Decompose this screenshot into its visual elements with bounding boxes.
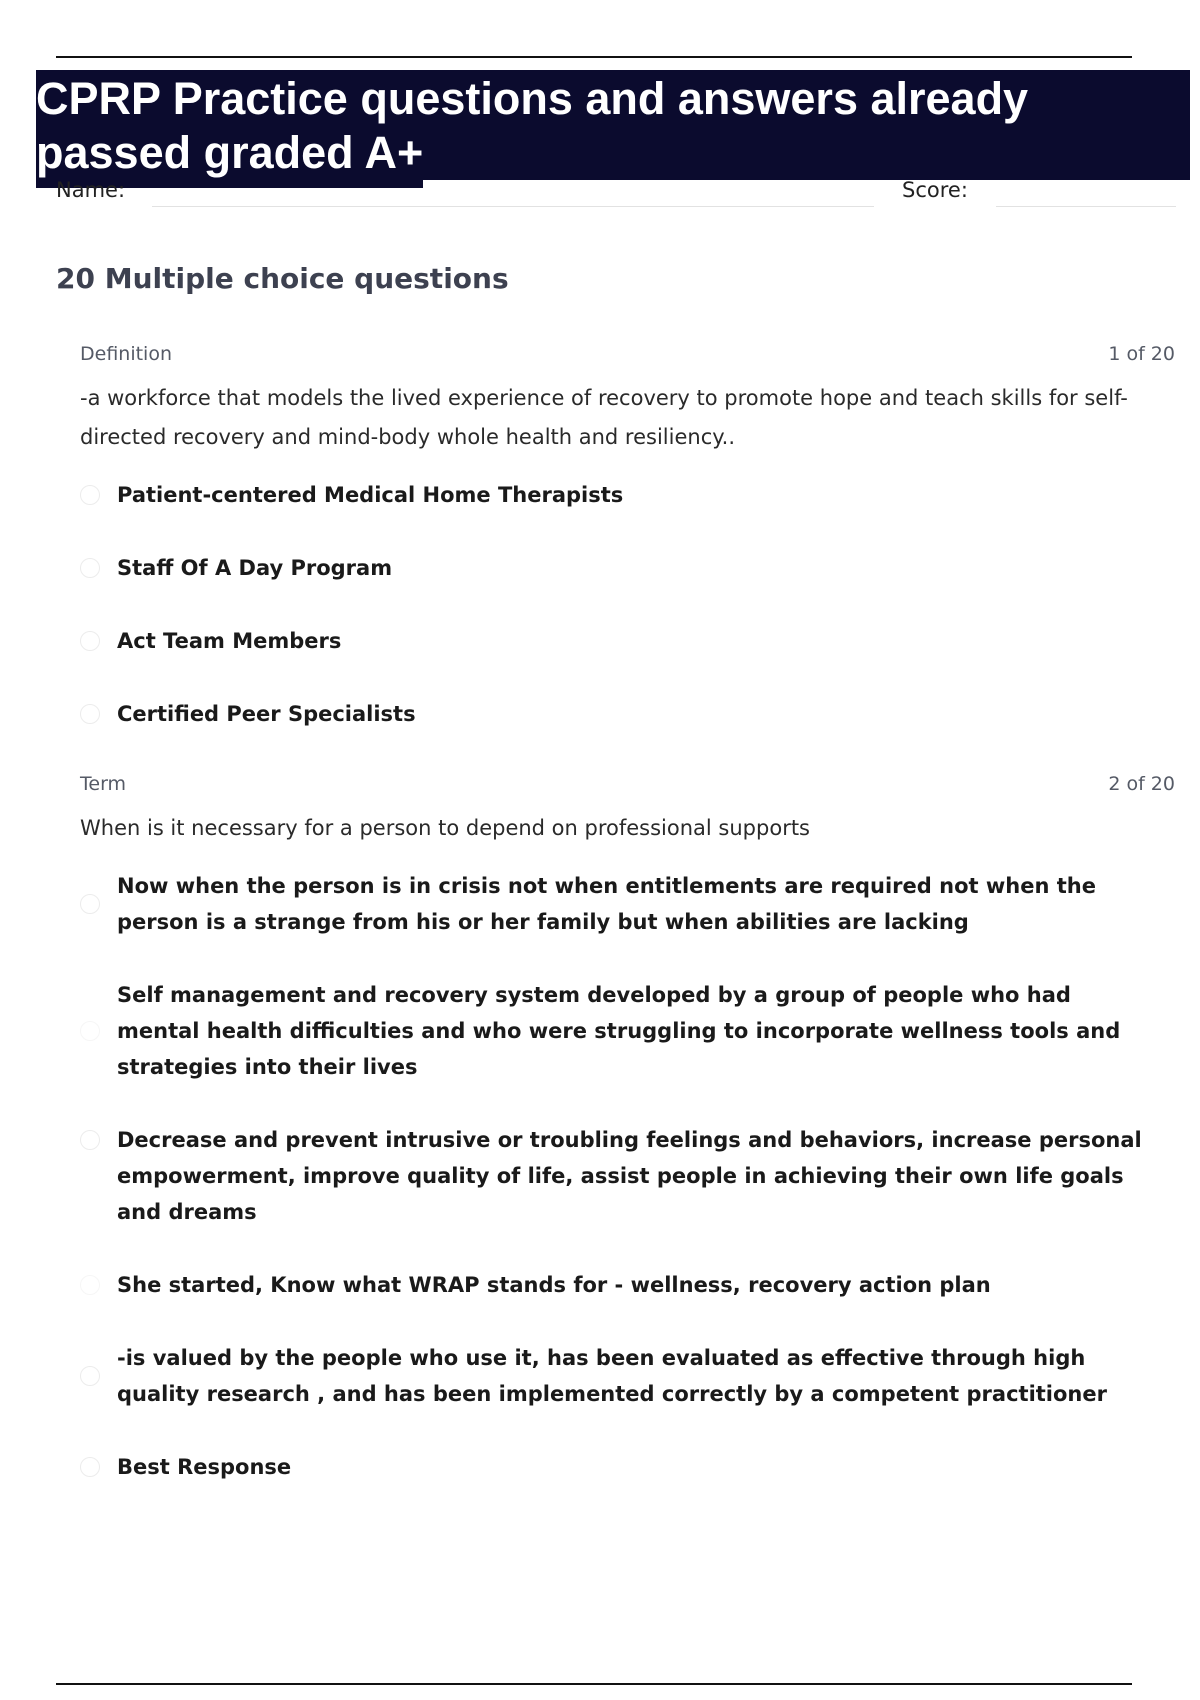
bottom-rule [56,1683,1132,1685]
radio-button-icon[interactable] [80,558,100,578]
section-title: 20 Multiple choice questions [56,262,509,295]
answer-option-label: She started, Know what WRAP stands for - wellness, recovery action plan [117,1273,991,1297]
radio-button-icon[interactable] [80,704,100,724]
document-title-line-1: CPRP Practice questions and answers already [36,73,1029,124]
answer-option-label: Decrease and prevent intrusive or troubling feelings and behaviors, increase personal empowerment, improve quality of life, assist people in achieving their own life goals and dreams [117,1128,1142,1224]
document-title-banner [36,70,1190,180]
document-title-line-2: passed graded A+ [36,126,423,188]
answer-option[interactable] [80,977,1152,1085]
answer-option[interactable] [80,1449,1152,1485]
answer-option[interactable] [80,623,1152,659]
score-label: Score: [902,178,968,202]
question-2 [80,773,1175,1485]
answer-option[interactable] [80,1267,1152,1303]
top-rule [56,56,1132,58]
answer-option-label: Best Response [117,1455,292,1479]
answer-option-label: Act Team Members [117,629,342,653]
radio-button-icon[interactable] [80,1366,100,1386]
question-type: Term [80,773,127,795]
answer-option[interactable] [80,550,1152,586]
question-prompt: -a workforce that models the lived experience of recovery to promote hope and teach skills for self-directed recovery and mind-body whole health and resiliency.. [80,386,1128,449]
question-header [80,343,1175,371]
answer-options [80,868,1175,1485]
answer-option-label: Staff Of A Day Program [117,556,393,580]
question-header [80,773,1175,801]
radio-button-icon[interactable] [80,1130,100,1150]
answer-option-label: -is valued by the people who use it, has been evaluated as effective through high quality research , and has been implemented correctly by a competent practitioner [117,1346,1107,1406]
answer-option[interactable] [80,1122,1152,1230]
radio-button-icon[interactable] [80,631,100,651]
name-score-row [56,174,1176,210]
name-field[interactable] [152,206,874,207]
question-1 [80,343,1175,732]
radio-button-icon[interactable] [80,1275,100,1295]
score-field[interactable] [996,206,1176,207]
radio-button-icon[interactable] [80,485,100,505]
radio-button-icon[interactable] [80,1021,100,1041]
radio-button-icon[interactable] [80,1457,100,1477]
answer-option-label: Patient-centered Medical Home Therapists [117,483,624,507]
question-prompt: When is it necessary for a person to depend on professional supports [80,816,810,840]
answer-option[interactable] [80,868,1152,940]
question-type: Definition [80,343,173,365]
answer-option-label: Now when the person is in crisis not when entitlements are required not when the person is a strange from his or her family but when abilities are lacking [117,874,1096,934]
question-counter: 1 of 20 [1108,343,1175,365]
answer-option[interactable] [80,477,1152,513]
question-counter: 2 of 20 [1108,773,1175,795]
radio-button-icon[interactable] [80,894,100,914]
answer-option-label: Self management and recovery system developed by a group of people who had mental health difficulties and who were struggling to incorporate wellness tools and strategies into their lives [117,983,1121,1079]
answer-option-label: Certified Peer Specialists [117,702,416,726]
answer-option[interactable] [80,1340,1152,1412]
answer-options [80,477,1175,732]
name-label: Name: [56,178,126,202]
answer-option[interactable] [80,696,1152,732]
